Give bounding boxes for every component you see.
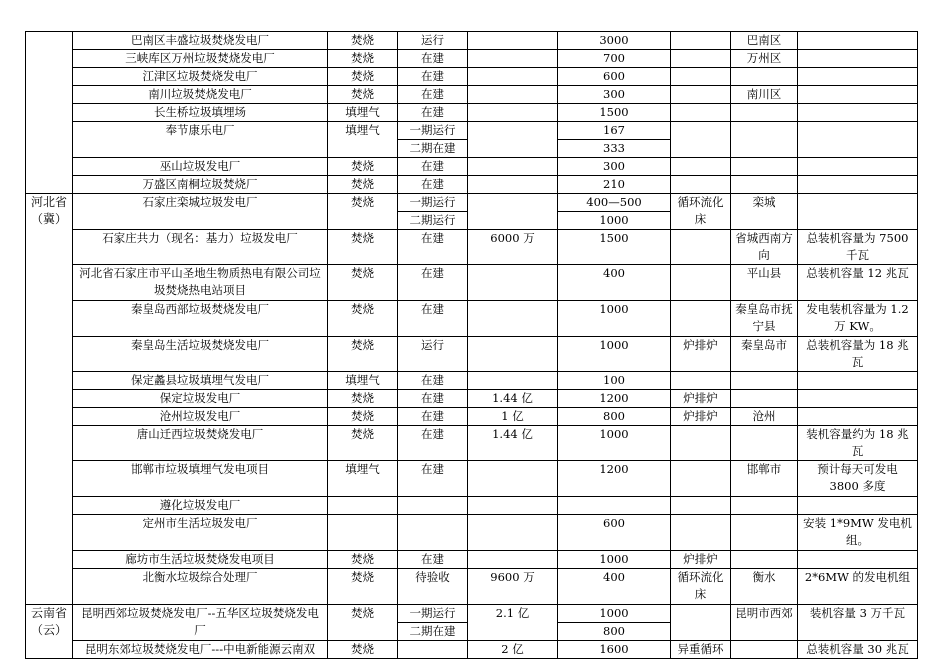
cell-name: 秦皇岛生活垃圾焚烧发电厂: [73, 337, 328, 372]
cell-note: [798, 390, 918, 408]
cell-name: 昆明东郊垃圾焚烧发电厂---中电新能源云南双: [73, 641, 328, 659]
cell-loc: [731, 426, 798, 461]
cell-status: 在建: [398, 408, 468, 426]
cell-tech: 炉排炉: [671, 337, 731, 372]
cell-type: 焚烧: [328, 50, 398, 68]
cell-name: 巴南区丰盛垃圾焚烧发电厂: [73, 32, 328, 50]
cell-note: [798, 158, 918, 176]
cell-status: 一期运行: [398, 122, 468, 140]
table-row: [26, 32, 918, 50]
cell-type: [328, 515, 398, 551]
cell-type: 焚烧: [328, 390, 398, 408]
cell-invest: [468, 104, 558, 122]
cell-name: 唐山迁西垃圾焚烧发电厂: [73, 426, 328, 461]
table-row: [26, 408, 918, 426]
cell-tech: 异重循环: [671, 641, 731, 659]
cell-loc: 邯郸市: [731, 461, 798, 497]
cell-name: 南川垃圾焚烧发电厂: [73, 86, 328, 104]
cell-note: [798, 176, 918, 194]
cell-invest: 9600 万: [468, 569, 558, 605]
cell-cap: 1500: [558, 230, 671, 265]
cell-tech: [671, 158, 731, 176]
cell-cap-2: 333: [558, 140, 671, 158]
cell-loc: 秦皇岛市: [731, 337, 798, 372]
cell-note: [798, 408, 918, 426]
cell-tech: [671, 32, 731, 50]
cell-cap: 1000: [558, 301, 671, 337]
cell-name: 廊坊市生活垃圾焚烧发电项目: [73, 551, 328, 569]
cell-tech: 循环流化床: [671, 569, 731, 605]
cell-name: 保定蠡县垃圾填埋气发电厂: [73, 372, 328, 390]
table-row: [26, 569, 918, 605]
cell-loc: [731, 551, 798, 569]
cell-invest: 1.44 亿: [468, 390, 558, 408]
cell-loc: 平山县: [731, 265, 798, 301]
cell-cap: 1200: [558, 461, 671, 497]
cell-invest: [468, 122, 558, 158]
table-row: [26, 104, 918, 122]
cell-cap: 1000: [558, 551, 671, 569]
cell-type: 焚烧: [328, 265, 398, 301]
cell-tech: [671, 68, 731, 86]
cell-cap: 100: [558, 372, 671, 390]
cell-status: 运行: [398, 337, 468, 372]
cell-tech: [671, 86, 731, 104]
cell-invest: [468, 551, 558, 569]
cell-loc: [731, 515, 798, 551]
table-row: [26, 497, 918, 515]
cell-status: 在建: [398, 265, 468, 301]
cell-type: [328, 497, 398, 515]
cell-cap: 400—500: [558, 194, 671, 212]
cell-tech: [671, 176, 731, 194]
table-row: [26, 158, 918, 176]
cell-cap: 300: [558, 86, 671, 104]
table-row: [26, 551, 918, 569]
cell-name: 沧州垃圾发电厂: [73, 408, 328, 426]
cell-cap: 210: [558, 176, 671, 194]
cell-status: 待验收: [398, 569, 468, 605]
cell-type: 填埋气: [328, 122, 398, 158]
cell-cap-2: 800: [558, 623, 671, 641]
cell-loc: [731, 158, 798, 176]
cell-status-2: 二期在建: [398, 140, 468, 158]
cell-type: 焚烧: [328, 68, 398, 86]
cell-status-2: 二期在建: [398, 623, 468, 641]
cell-status: [398, 497, 468, 515]
cell-loc: 巴南区: [731, 32, 798, 50]
cell-status: 在建: [398, 461, 468, 497]
cell-note: [798, 32, 918, 50]
cell-note: [798, 122, 918, 158]
cell-note: [798, 372, 918, 390]
cell-status: 在建: [398, 104, 468, 122]
cell-name: 定州市生活垃圾发电厂: [73, 515, 328, 551]
cell-status: 运行: [398, 32, 468, 50]
cell-type: 焚烧: [328, 569, 398, 605]
table-row: [26, 301, 918, 337]
cell-loc: 万州区: [731, 50, 798, 68]
cell-invest: 6000 万: [468, 230, 558, 265]
cell-invest: [468, 86, 558, 104]
cell-note: 安装 1*9MW 发电机组。: [798, 515, 918, 551]
cell-type: 焚烧: [328, 641, 398, 659]
cell-status: [398, 641, 468, 659]
cell-cap: 1000: [558, 337, 671, 372]
cell-type: 焚烧: [328, 605, 398, 641]
cell-tech: 炉排炉: [671, 551, 731, 569]
cell-name: 保定垃圾发电厂: [73, 390, 328, 408]
cell-tech: [671, 265, 731, 301]
cell-cap: 700: [558, 50, 671, 68]
cell-invest: [468, 301, 558, 337]
cell-cap: 600: [558, 515, 671, 551]
cell-tech: [671, 497, 731, 515]
table-row: [26, 68, 918, 86]
cell-tech: [671, 50, 731, 68]
cell-note: 总装机容量为 7500 千瓦: [798, 230, 918, 265]
cell-name: 邯郸市垃圾填埋气发电项目: [73, 461, 328, 497]
cell-loc: 秦皇岛市抚宁县: [731, 301, 798, 337]
cell-name: 石家庄共力（现名：基力）垃圾发电厂: [73, 230, 328, 265]
cell-tech: [671, 104, 731, 122]
cell-cap: 800: [558, 408, 671, 426]
table-row: [26, 337, 918, 372]
cell-status: 在建: [398, 551, 468, 569]
cell-status: 在建: [398, 301, 468, 337]
cell-loc: 衡水: [731, 569, 798, 605]
cell-tech: [671, 605, 731, 641]
cell-type: 焚烧: [328, 158, 398, 176]
cell-loc: [731, 641, 798, 659]
cell-tech: [671, 301, 731, 337]
table-row: [26, 605, 918, 623]
cell-status: 一期运行: [398, 605, 468, 623]
cell-cap: 300: [558, 158, 671, 176]
cell-loc: [731, 176, 798, 194]
cell-loc: 栾城: [731, 194, 798, 230]
cell-tech: 循环流化床: [671, 194, 731, 230]
cell-status: 在建: [398, 230, 468, 265]
cell-tech: 炉排炉: [671, 390, 731, 408]
table-row: [26, 86, 918, 104]
cell-loc: [731, 497, 798, 515]
cell-note: [798, 68, 918, 86]
cell-note: 总装机容量 12 兆瓦: [798, 265, 918, 301]
table-row: [26, 641, 918, 659]
cell-note: [798, 497, 918, 515]
cell-type: 填埋气: [328, 104, 398, 122]
cell-type: 焚烧: [328, 86, 398, 104]
power-plant-table: [25, 31, 918, 659]
cell-tech: [671, 372, 731, 390]
cell-status: 在建: [398, 372, 468, 390]
cell-loc: [731, 390, 798, 408]
cell-cap: [558, 497, 671, 515]
cell-name: 秦皇岛西部垃圾焚烧发电厂: [73, 301, 328, 337]
cell-note: 总装机容量为 18 兆瓦: [798, 337, 918, 372]
table-row: [26, 194, 918, 212]
cell-tech: [671, 461, 731, 497]
cell-loc: 昆明市西郊: [731, 605, 798, 641]
cell-note: [798, 194, 918, 230]
cell-cap: 3000: [558, 32, 671, 50]
cell-cap: 1600: [558, 641, 671, 659]
cell-status: 在建: [398, 86, 468, 104]
table-row: [26, 426, 918, 461]
cell-type: 焚烧: [328, 176, 398, 194]
cell-name: 河北省石家庄市平山圣地生物质热电有限公司垃圾焚烧热电站项目: [73, 265, 328, 301]
cell-invest: 2.1 亿: [468, 605, 558, 641]
cell-invest: [468, 497, 558, 515]
cell-note: 总装机容量 30 兆瓦: [798, 641, 918, 659]
cell-invest: [468, 265, 558, 301]
cell-type: 焚烧: [328, 426, 398, 461]
cell-name: 石家庄栾城垃圾发电厂: [73, 194, 328, 230]
cell-invest: 1 亿: [468, 408, 558, 426]
cell-note: [798, 50, 918, 68]
table-row: [26, 50, 918, 68]
cell-invest: 2 亿: [468, 641, 558, 659]
cell-note: 发电装机容量为 1.2 万 KW。: [798, 301, 918, 337]
cell-name: 三峡库区万州垃圾焚烧发电厂: [73, 50, 328, 68]
table-row: [26, 515, 918, 551]
cell-tech: [671, 122, 731, 158]
cell-name: 万盛区南桐垃圾焚烧厂: [73, 176, 328, 194]
cell-invest: [468, 194, 558, 230]
cell-name: 江津区垃圾焚烧发电厂: [73, 68, 328, 86]
cell-status: [398, 515, 468, 551]
table-row: [26, 265, 918, 301]
cell-status: 在建: [398, 390, 468, 408]
cell-type: 填埋气: [328, 372, 398, 390]
cell-cap: 167: [558, 122, 671, 140]
cell-type: 焚烧: [328, 301, 398, 337]
cell-invest: 1.44 亿: [468, 426, 558, 461]
cell-type: 焚烧: [328, 408, 398, 426]
cell-note: 装机容量约为 18 兆瓦: [798, 426, 918, 461]
province-cell: 云南省（云）: [26, 605, 73, 659]
cell-invest: [468, 372, 558, 390]
cell-invest: [468, 50, 558, 68]
province-cell: 河北省（冀）: [26, 194, 73, 605]
cell-cap: 1200: [558, 390, 671, 408]
cell-loc: 沧州: [731, 408, 798, 426]
cell-name: 奉节康乐电厂: [73, 122, 328, 158]
cell-name: 巫山垃圾发电厂: [73, 158, 328, 176]
cell-cap: 400: [558, 265, 671, 301]
cell-status: 在建: [398, 158, 468, 176]
cell-status: 在建: [398, 426, 468, 461]
cell-note: 装机容量 3 万千瓦: [798, 605, 918, 641]
cell-cap-2: 1000: [558, 212, 671, 230]
cell-invest: [468, 337, 558, 372]
cell-tech: [671, 515, 731, 551]
cell-note: [798, 86, 918, 104]
cell-status: 在建: [398, 50, 468, 68]
cell-cap: 1000: [558, 605, 671, 623]
cell-loc: [731, 68, 798, 86]
cell-invest: [468, 176, 558, 194]
cell-loc: [731, 104, 798, 122]
cell-loc: 南川区: [731, 86, 798, 104]
cell-cap: 600: [558, 68, 671, 86]
cell-type: 焚烧: [328, 230, 398, 265]
cell-name: 遵化垃圾发电厂: [73, 497, 328, 515]
table-row: [26, 122, 918, 140]
table-row: [26, 230, 918, 265]
cell-status: 在建: [398, 176, 468, 194]
cell-note: 预计每天可发电 3800 多度: [798, 461, 918, 497]
cell-type: 焚烧: [328, 551, 398, 569]
cell-tech: 炉排炉: [671, 408, 731, 426]
cell-type: 焚烧: [328, 32, 398, 50]
table-row: [26, 461, 918, 497]
cell-note: 2*6MW 的发电机组: [798, 569, 918, 605]
cell-status-2: 二期运行: [398, 212, 468, 230]
cell-invest: [468, 461, 558, 497]
table-row: [26, 372, 918, 390]
cell-note: [798, 551, 918, 569]
cell-invest: [468, 158, 558, 176]
province-cell: [26, 32, 73, 194]
table-row: [26, 390, 918, 408]
cell-type: 焚烧: [328, 337, 398, 372]
cell-name: 昆明西郊垃圾焚烧发电厂--五华区垃圾焚烧发电厂: [73, 605, 328, 641]
cell-invest: [468, 32, 558, 50]
cell-invest: [468, 68, 558, 86]
cell-name: 长生桥垃圾填埋场: [73, 104, 328, 122]
cell-loc: [731, 372, 798, 390]
cell-cap: 1500: [558, 104, 671, 122]
cell-note: [798, 104, 918, 122]
table-row: [26, 176, 918, 194]
cell-loc: 省城西南方向: [731, 230, 798, 265]
cell-type: 填埋气: [328, 461, 398, 497]
cell-name: 北衡水垃圾综合处理厂: [73, 569, 328, 605]
cell-invest: [468, 515, 558, 551]
cell-tech: [671, 426, 731, 461]
cell-cap: 400: [558, 569, 671, 605]
cell-cap: 1000: [558, 426, 671, 461]
cell-loc: [731, 122, 798, 158]
cell-status: 一期运行: [398, 194, 468, 212]
cell-status: 在建: [398, 68, 468, 86]
cell-tech: [671, 230, 731, 265]
cell-type: 焚烧: [328, 194, 398, 230]
